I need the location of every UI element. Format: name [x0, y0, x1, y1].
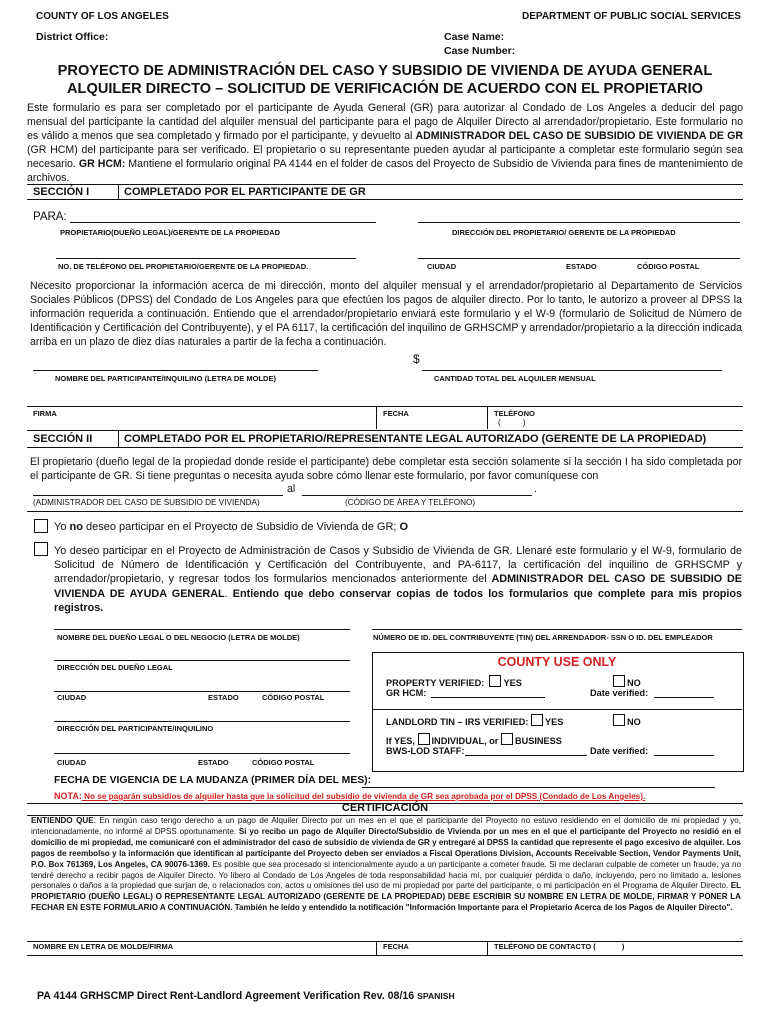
owner-city-state-zip-input[interactable]	[418, 244, 740, 259]
note-line: NOTA: No se pagarán subsidios de alquiler hasta que la solicitud del subsidio de vivienda de GR sea aprobada por el DPSS (Condado de Los Angeles).	[54, 791, 646, 801]
owner-phone-label: NO. DE TELÉFONO DEL PROPIETARIO/GERENTE DE LA PROPIEDAD.	[58, 262, 309, 271]
section1-title: COMPLETADO POR EL PARTICIPANTE DE GR	[124, 186, 366, 198]
tin-input[interactable]	[372, 615, 742, 630]
owner-legal-name-label: NOMBRE DEL DUEÑO LEGAL O DEL NEGOCIO (LETRA DE MOLDE)	[57, 633, 300, 642]
county-name: COUNTY OF LOS ANGELES	[36, 11, 169, 22]
if-yes-row: If YES, INDIVIDUAL, or BUSINESS	[386, 733, 562, 746]
district-office-input[interactable]	[118, 29, 418, 43]
owner-name-input[interactable]	[70, 208, 376, 223]
owner-state-label: ESTADO	[208, 693, 239, 702]
case-name-label: Case Name:	[444, 31, 505, 43]
hcm-phone-input[interactable]	[302, 481, 532, 496]
dollar-sign: $	[413, 352, 420, 366]
gr-hcm-input[interactable]	[431, 686, 545, 698]
case-number-input[interactable]	[525, 43, 735, 57]
move-in-input[interactable]	[362, 773, 715, 788]
owner-city-label: CIUDAD	[57, 693, 87, 702]
tin-no-checkbox[interactable]	[613, 714, 625, 726]
authorization-paragraph: Necesito proporcionar la información acerca de mi dirección, monto del alquiler mensual y el arrendador/propietario al Departamento de Servicios Sociales Públicos (DPSS) del Condado de Los Angeles para que efectúen los pagos de alquiler directo. Por lo tanto, le autorizo a proveer al DPSS la información requerida a continuación. Entiendo que el arrendador/propietario enviará este formulario y el W-9 (formulario de Solicitud de Número de Identificación y Certificación del Contribuyente), y el PA 6117, la certificación del inquilino de GRHSCMP y arrendador/propietario a la dirección indicada arriba en un plazo de diez días naturales a partir de la fecha a continuación.	[30, 280, 742, 348]
certification-title: CERTIFICACIÓN	[341, 802, 429, 814]
county-use-title: COUNTY USE ONLY	[497, 655, 617, 669]
participant-zip-label: CÓDIGO POSTAL	[252, 758, 315, 767]
al-text: al	[287, 483, 296, 495]
date-verified-label-1: Date verified:	[590, 688, 649, 698]
total-rent-label: CANTIDAD TOTAL DEL ALQUILER MENSUAL	[434, 374, 596, 383]
telefono-label: TELÉFONO	[494, 409, 535, 418]
hcm-name-input[interactable]	[33, 481, 283, 496]
total-rent-input[interactable]	[422, 356, 722, 371]
date-verified-input-2[interactable]	[654, 744, 714, 756]
property-no-checkbox[interactable]	[613, 675, 625, 687]
owner-legal-name-input[interactable]	[54, 615, 350, 630]
bws-input[interactable]	[465, 744, 587, 756]
owner-phone-input[interactable]	[56, 244, 356, 259]
form-title-line2: ALQUILER DIRECTO – SOLICITUD DE VERIFICACIÓN DE ACUERDO CON EL PROPIETARIO	[67, 81, 703, 97]
owner-name-label: PROPIETARIO(DUEÑO LEGAL)/GERENTE DE LA PROPIEDAD	[60, 228, 281, 237]
gr-hcm-label: GR HCM:	[386, 688, 427, 698]
section2-title: COMPLETADO POR EL PROPIETARIO/REPRESENTANTE LEGAL AUTORIZADO (GERENTE DE LA PROPIEDAD)	[124, 433, 707, 445]
no-participate-checkbox[interactable]	[34, 519, 48, 533]
owner-city-input[interactable]	[54, 677, 350, 692]
participate-checkbox[interactable]	[34, 542, 48, 556]
form-title-line1: PROYECTO DE ADMINISTRACIÓN DEL CASO Y SUBSIDIO DE VIVIENDA DE AYUDA GENERAL	[57, 63, 713, 79]
participant-state-label: ESTADO	[198, 758, 229, 767]
opt-no-participate: Yo no deseo participar en el Proyecto de Subsidio de Vivienda de GR; O	[54, 521, 409, 533]
admin-label: (ADMINISTRADOR DEL CASO DE SUBSIDIO DE VIVIENDA)	[33, 498, 260, 507]
department-name: DEPARTMENT OF PUBLIC SOCIAL SERVICES	[522, 11, 741, 22]
move-in-label: FECHA DE VIGENCIA DE LA MUDANZA (PRIMER DÍA DEL MES):	[54, 775, 372, 786]
phone-paren: ( )	[498, 418, 526, 427]
opt-participate: Yo deseo participar en el Proyecto de Administración de Casos y Subsidio de Vivienda de GR. Llenaré este formulario y el W-9, formulario de Solicitud de Número de Identificación y Certificación del Contribuyente, and PA-6117, la certificación del inquilino de GRHSCMP y arrendador/propietario, y regresar todos los formularios mencionados anteriormente del ADMINISTRADOR DEL CASO DE SUBSIDIO DE VIVIENDA DE AYUDA GENERAL. Entiendo que debo conservar copias de todos los formularios que complete para mis propios registros.	[54, 545, 742, 614]
property-no: NO	[613, 675, 641, 688]
case-name-input[interactable]	[512, 29, 732, 43]
zip-label: CÓDIGO POSTAL	[637, 262, 700, 271]
individual-checkbox[interactable]	[418, 733, 430, 745]
date-verified-label-2: Date verified:	[590, 746, 649, 756]
participant-address-label: DIRECCIÓN DEL PARTICIPANTE/INQUILINO	[57, 724, 214, 733]
case-number-label: Case Number:	[444, 45, 516, 57]
tin-yes-checkbox[interactable]	[531, 714, 543, 726]
tin-no: NO	[613, 714, 641, 727]
name-signature-label: NOMBRE EN LETRA DE MOLDE/FIRMA	[33, 942, 174, 951]
participant-city-input[interactable]	[54, 739, 350, 754]
footer-form-id: PA 4144 GRHSCMP Direct Rent-Landlord Agreement Verification Rev. 08/16 SPANISH	[37, 990, 455, 1002]
participant-signature-input[interactable]	[60, 412, 360, 426]
bws-label: BWS-LOD STAFF:	[386, 746, 465, 756]
period-text: .	[534, 483, 537, 495]
intro-paragraph: Este formulario es para ser completado por el participante de Ayuda General (GR) para autorizar al Condado de Los Angeles a deducir del pago mensual del participante la cantidad del alquiler mensual del participante para el pago de Alquiler Directo al arrendador/propietario. Este formulario no es válido a menos que sea completado y firmado por el participante, y devuelto al ADMINISTRADOR DEL CASO DE SUBSIDIO DE VIVIENDA DE GR (GR HCM) del participante para ser verificado. El propietario o su representante pueden ayudar al participante a completar este formulario según sea necesario. GR HCM: Mantiene el formulario original PA 4144 en el folder de casos del Proyecto de Subsidio de Vivienda para fines de mantenimiento de archivos.	[27, 102, 743, 184]
area-code-label: (CÓDIGO DE ÁREA Y TELÉFONO)	[345, 498, 476, 507]
section2-label: SECCIÓN II	[33, 433, 93, 445]
participant-name-label: NOMBRE DEL PARTICIPANTE/INQUILINO (LETRA DE MOLDE)	[55, 374, 276, 383]
participant-city-label: CIUDAD	[57, 758, 87, 767]
para-label: PARA:	[33, 211, 67, 223]
contact-phone-label: TELÉFONO DE CONTACTO ( )	[494, 942, 625, 951]
state-label: ESTADO	[566, 262, 597, 271]
section1-label: SECCIÓN I	[33, 186, 90, 198]
cert-fecha-label: FECHA	[383, 942, 409, 951]
date-verified-input-1[interactable]	[654, 686, 714, 698]
city-label: CIUDAD	[427, 262, 457, 271]
owner-zip-label: CÓDIGO POSTAL	[262, 693, 325, 702]
district-office-label: District Office:	[36, 31, 109, 43]
property-verified-row: PROPERTY VERIFIED: YES	[386, 675, 522, 688]
landlord-tin-row: LANDLORD TIN – IRS VERIFIED: YES	[386, 714, 563, 727]
certification-text: ENTIENDO QUE: En ningún caso tengo derecho a un pago de Alquiler Directo por un mes en el que el participante del Proyecto no estuvo residiendo en el domicilio de mi propiedad y yo, intencionadamente, no informé al DPSS oportunamente. Si yo recibo un pago de Alquiler Directo/Subsidio de Vivienda por un mes en el que el participante del Proyecto no residió en el domicilio de mi propiedad, me comunicaré con el administrador del caso de subsidio de vivienda de GR y entregaré al DPSS la cantidad que represente el pago excesivo de alquiler. Los pagos de reembolso y la información que identifican al participante del Proyecto deben ser enviados a Fiscal Operations Division, Accounts Receivable Section, Vendor Payments Unit, P.O. Box 761369, Los Angeles, CA 90076-1369. Es posible que sea procesado si intencionalmente ayudo a un participante a cometer fraude. Si me declaran culpable de cometer un fraude, ya no tendré derecho a recibir pagos de Alquiler Directo. Yo libero al Condado de Los Angeles de toda responsabilidad hacia mí, por cualquier pérdida o daño, incluyendo, pero no limitado a, lesiones personales o daños a la propiedad que surjan de, o relacionados con, actos u omisiones del uso de mi propiedad por parte del participante, o mi participación en el Programa de Alquiler Directo. EL PROPIETARIO (DUEÑO LEGAL) O REPRESENTANTE LEGAL AUTORIZADO (GERENTE DE LA PROPIEDAD) DEBE ESCRIBIR SU NOMBRE EN LETRA DE MOLDE, FIRMAR Y PONER LA FECHAR EN ESTE FORMULARIO A CONTINUACIÓN. También he leído y entendido la notificación "Información Importante para el Propietario Acerca de los Pagos de Alquiler Directo".	[31, 816, 742, 913]
owner-legal-address-input[interactable]	[54, 646, 350, 661]
participant-address-input[interactable]	[54, 707, 350, 722]
firma-label: FIRMA	[33, 409, 57, 418]
participant-date-input[interactable]	[410, 414, 480, 428]
fecha-label: FECHA	[383, 409, 409, 418]
owner-legal-address-label: DIRECCIÓN DEL DUEÑO LEGAL	[57, 663, 173, 672]
owner-address-input[interactable]	[418, 208, 740, 223]
owner-address-label: DIRECCIÓN DEL PROPIETARIO/ GERENTE DE LA PROPIEDAD	[452, 228, 676, 237]
participant-name-input[interactable]	[33, 356, 318, 371]
tin-label: NÚMERO DE ID. DEL CONTRIBUYENTE (TIN) DEL ARRENDADOR- SSN O ID. DEL EMPLEADOR	[373, 633, 713, 642]
section2-intro: El propietario (dueño legal de la propiedad donde reside el participante) debe completar esta sección solamente si la sección I ha sido completada por el participante de GR. Si tiene preguntas o necesita ayuda sobre cómo llenar este formulario, por favor comuníquese con	[30, 456, 742, 482]
